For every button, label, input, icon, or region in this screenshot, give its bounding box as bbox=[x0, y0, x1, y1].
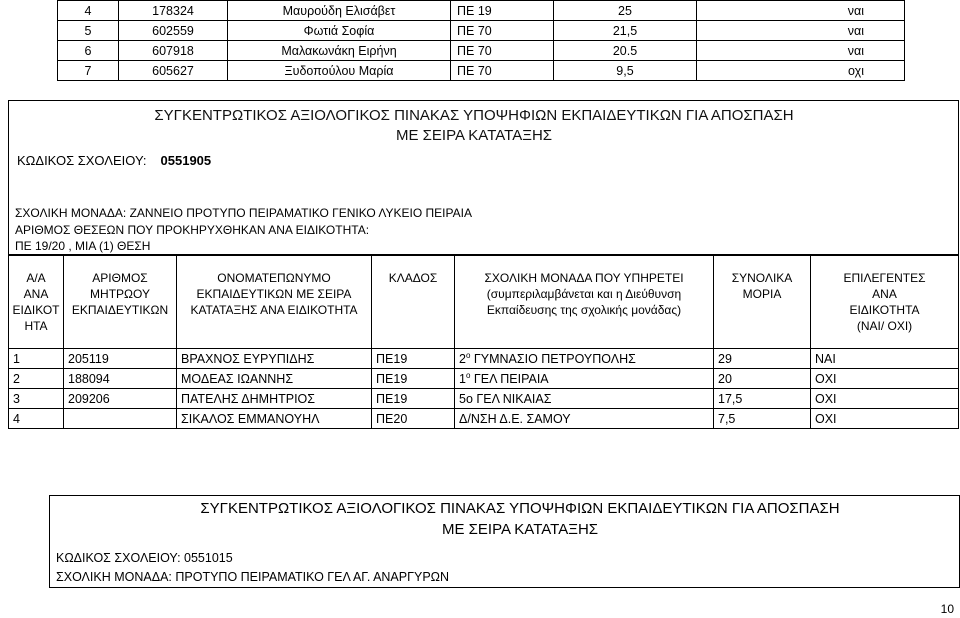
cell-choice: ναι bbox=[697, 1, 905, 21]
cell-score: 25 bbox=[554, 1, 697, 21]
header-line: ΗΤΑ bbox=[24, 319, 48, 333]
cell-name: ΜΟΔΕΑΣ ΙΩΑΝΝΗΣ bbox=[177, 369, 372, 389]
header-line: Εκπαίδευσης της σχολικής μονάδας) bbox=[486, 303, 682, 317]
school-text: 1 bbox=[459, 372, 466, 387]
header-line: ΕΠΙΛΕΓΕΝΤΕΣ bbox=[843, 271, 926, 285]
cell-n: 6 bbox=[58, 41, 119, 61]
specialty-line: ΠΕ 19/20 , ΜΙΑ (1) ΘΕΣΗ bbox=[15, 239, 151, 253]
header-col1 bbox=[9, 256, 64, 349]
header-col7 bbox=[811, 256, 959, 349]
cell-n: 3 bbox=[9, 389, 64, 409]
ordinal-suffix: ο bbox=[465, 370, 471, 380]
cell-score: 20 bbox=[714, 369, 811, 389]
positions-line: ΑΡΙΘΜΟΣ ΘΕΣΕΩΝ ΠΟΥ ΠΡΟΚΗΡΥΧΘΗΚΑΝ ΑΝΑ ΕΙΔΙΚΟΤΗΤΑ: bbox=[15, 222, 370, 237]
cell-branch: ΠΕ19 bbox=[372, 389, 455, 409]
ranking-table bbox=[8, 255, 959, 429]
header-line: (ΝΑΙ/ ΟΧΙ) bbox=[856, 319, 913, 333]
header-line: ΕΚΠΑΙΔΕΥΤΙΚΩΝ bbox=[71, 303, 169, 317]
cell-school bbox=[455, 349, 714, 369]
cell-name: ΣΙΚΑΛΟΣ ΕΜΜΑΝΟΥΗΛ bbox=[177, 409, 372, 429]
header-line: ΕΚΠΑΙΔΕΥΤΙΚΩΝ ΜΕ ΣΕΙΡΑ bbox=[196, 287, 352, 301]
section2-school-code: ΚΩΔΙΚΟΣ ΣΧΟΛΕΙΟΥ: 0551015 bbox=[56, 551, 233, 565]
cell-branch: ΠΕ 70 bbox=[451, 41, 554, 61]
cell-name: ΒΡΑΧΝΟΣ ΕΥΡΥΠΙΔΗΣ bbox=[177, 349, 372, 369]
ordinal-suffix: ο bbox=[465, 350, 471, 360]
header-line: ΚΑΤΑΤΑΞΗΣ ΑΝΑ ΕΙΔΙΚΟΤΗΤΑ bbox=[190, 303, 358, 317]
header-col2 bbox=[64, 256, 177, 349]
header-line: (συμπεριλαμβάνεται και η Διεύθυνση bbox=[486, 287, 682, 301]
table-row bbox=[58, 61, 905, 81]
cell-score: 17,5 bbox=[714, 389, 811, 409]
table-row bbox=[9, 369, 959, 389]
cell-id: 605627 bbox=[119, 61, 228, 81]
cell-n: 2 bbox=[9, 369, 64, 389]
cell-name: Μαυρούδη Ελισάβετ bbox=[228, 1, 451, 21]
cell-branch: ΠΕ 19 bbox=[451, 1, 554, 21]
section1-title: ΣΥΓΚΕΝΤΡΩΤΙΚΟΣ ΑΞΙΟΛΟΓΙΚΟΣ ΠΙΝΑΚΑΣ ΥΠΟΨΗΦΙΩΝ ΕΚΠΑΙΔΕΥΤΙΚΩΝ ΓΙΑ ΑΠΟΣΠΑΣΗ ΜΕ ΣΕΙΡΑ ΚΑΤΑΤΑΞΗΣ bbox=[154, 107, 794, 144]
header-line: ΑΡΙΘΜΟΣ bbox=[92, 271, 148, 285]
header-line: ΑΝΑ bbox=[872, 287, 897, 301]
school-unit-info bbox=[15, 205, 472, 255]
school-text: ΓΕΛ ΠΕΙΡΑΙΑ bbox=[470, 372, 549, 387]
section2-title: ΣΥΓΚΕΝΤΡΩΤΙΚΟΣ ΑΞΙΟΛΟΓΙΚΟΣ ΠΙΝΑΚΑΣ ΥΠΟΨΗΦΙΩΝ ΕΚΠΑΙΔΕΥΤΙΚΩΝ ΓΙΑ ΑΠΟΣΠΑΣΗ ΜΕ ΣΕΙΡΑ ΚΑΤΑΤΑΞΗΣ bbox=[200, 500, 840, 538]
school-text: 2 bbox=[459, 352, 466, 367]
cell-n: 7 bbox=[58, 61, 119, 81]
cell-id: 209206 bbox=[64, 389, 177, 409]
cell-score: 21,5 bbox=[554, 21, 697, 41]
cell-name: Μαλακωνάκη Ειρήνη bbox=[228, 41, 451, 61]
cell-choice: οχι bbox=[697, 61, 905, 81]
header-line: ΕΙΔΙΚΟΤΗΤΑ bbox=[849, 303, 920, 317]
cell-branch: ΠΕ 70 bbox=[451, 61, 554, 81]
section2-school-unit: ΣΧΟΛΙΚΗ ΜΟΝΑΔΑ: ΠΡΟΤΥΠΟ ΠΕΙΡΑΜΑΤΙΚΟ ΓΕΛ ΑΓ. ΑΝΑΡΓΥΡΩΝ bbox=[56, 570, 450, 584]
previous-school-table bbox=[57, 0, 905, 81]
cell-choice: ναι bbox=[697, 41, 905, 61]
school-code: ΚΩΔΙΚΟΣ ΣΧΟΛΕΙΟΥ: 0551905 bbox=[17, 153, 212, 168]
cell-choice: ΝΑΙ bbox=[811, 349, 959, 369]
table-row bbox=[58, 21, 905, 41]
cell-score: 9,5 bbox=[554, 61, 697, 81]
cell-score: 29 bbox=[714, 349, 811, 369]
header-line: ΟΝΟΜΑΤΕΠΩΝΥΜΟ bbox=[217, 271, 331, 285]
header-col6 bbox=[714, 256, 811, 349]
header-line: Α/Α bbox=[26, 271, 46, 285]
section2-header bbox=[49, 495, 960, 588]
cell-n: 4 bbox=[9, 409, 64, 429]
cell-id: 178324 bbox=[119, 1, 228, 21]
cell-choice: ναι bbox=[697, 21, 905, 41]
cell-school bbox=[455, 409, 714, 429]
header-line: ΜΗΤΡΩΟΥ bbox=[90, 287, 150, 301]
table-row bbox=[58, 1, 905, 21]
cell-branch: ΠΕ20 bbox=[372, 409, 455, 429]
cell-score: 7,5 bbox=[714, 409, 811, 429]
header-line: ΣΧΟΛΙΚΗ ΜΟΝΑΔΑ ΠΟΥ ΥΠΗΡΕΤΕΙ bbox=[484, 271, 684, 285]
cell-name: Ξυδοπούλου Μαρία bbox=[228, 61, 451, 81]
cell-choice: ΟΧΙ bbox=[811, 369, 959, 389]
cell-n: 4 bbox=[58, 1, 119, 21]
cell-n: 5 bbox=[58, 21, 119, 41]
table-row bbox=[9, 409, 959, 429]
table-row bbox=[9, 389, 959, 409]
cell-name: ΠΑΤΕΛΗΣ ΔΗΜΗΤΡΙΟΣ bbox=[177, 389, 372, 409]
school-unit-line: ΣΧΟΛΙΚΗ ΜΟΝΑΔΑ: ΖΑΝΝΕΙΟ ΠΡΟΤΥΠΟ ΠΕΙΡΑΜΑΤΙΚΟ ΓΕΝΙΚΟ ΛΥΚΕΙΟ ΠΕΙΡΑΙΑ bbox=[15, 206, 472, 220]
cell-id: 205119 bbox=[64, 349, 177, 369]
cell-branch: ΠΕ 70 bbox=[451, 21, 554, 41]
table-row bbox=[9, 349, 959, 369]
cell-branch: ΠΕ19 bbox=[372, 349, 455, 369]
table-row bbox=[58, 41, 905, 61]
header-line: ΣΥΝΟΛΙΚΑ bbox=[731, 271, 793, 285]
school-text: ΓΥΜΝΑΣΙΟ ΠΕΤΡΟΥΠΟΛΗΣ bbox=[470, 352, 636, 367]
header-line: ΚΛΑΔΟΣ bbox=[388, 271, 438, 285]
table-header-row bbox=[9, 256, 959, 349]
cell-id bbox=[64, 409, 177, 429]
header-col5 bbox=[455, 256, 714, 349]
cell-id: 188094 bbox=[64, 369, 177, 389]
cell-school bbox=[455, 389, 714, 409]
cell-id: 607918 bbox=[119, 41, 228, 61]
page-number: 10 bbox=[940, 602, 954, 616]
school-text: 5ο ΓΕΛ ΝΙΚΑΙΑΣ bbox=[459, 391, 552, 406]
section1-header bbox=[8, 100, 959, 255]
cell-n: 1 bbox=[9, 349, 64, 369]
cell-school bbox=[455, 369, 714, 389]
header-line: ΜΟΡΙΑ bbox=[742, 287, 782, 301]
cell-choice: ΟΧΙ bbox=[811, 409, 959, 429]
cell-name: Φωτιά Σοφία bbox=[228, 21, 451, 41]
cell-id: 602559 bbox=[119, 21, 228, 41]
header-line: ΕΙΔΙΚΟΤ bbox=[12, 303, 60, 317]
header-line: ΑΝΑ bbox=[23, 287, 49, 301]
school-text: Δ/ΝΣΗ Δ.Ε. ΣΑΜΟΥ bbox=[459, 411, 571, 426]
cell-branch: ΠΕ19 bbox=[372, 369, 455, 389]
header-col4 bbox=[372, 256, 455, 349]
cell-choice: ΟΧΙ bbox=[811, 389, 959, 409]
cell-score: 20.5 bbox=[554, 41, 697, 61]
header-col3 bbox=[177, 256, 372, 349]
